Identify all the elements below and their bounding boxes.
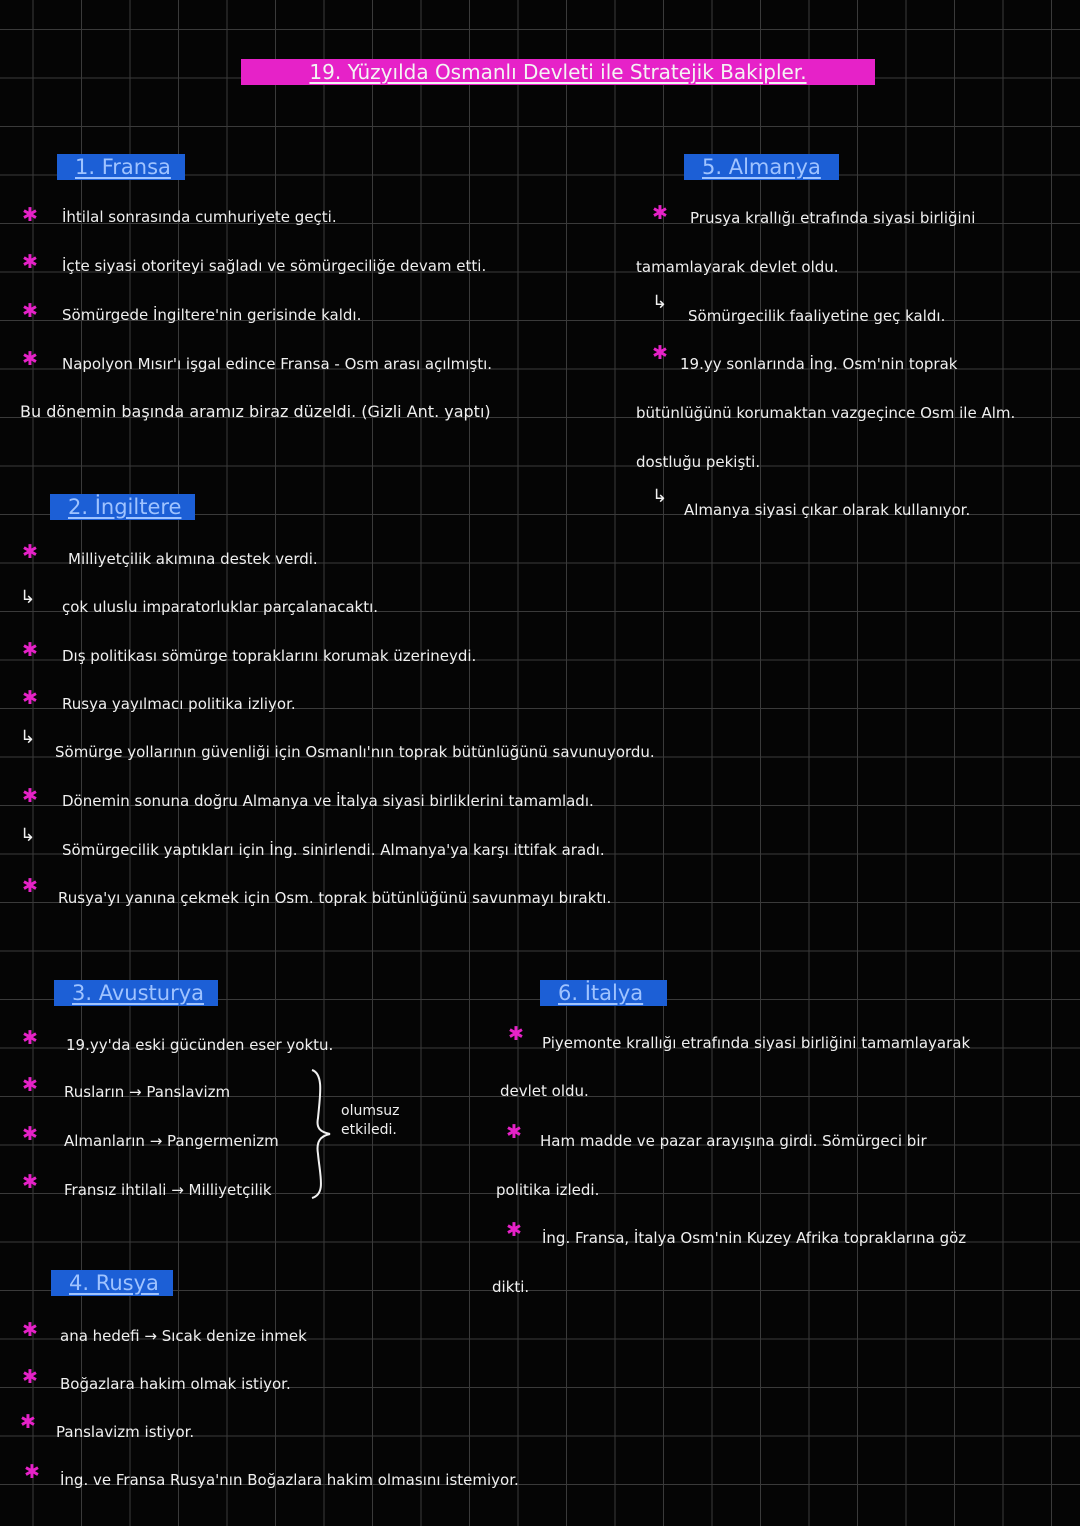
sub-arrow-icon: ↳: [652, 292, 668, 313]
rusya-line-1: ana hedefi → Sıcak denize inmek: [60, 1327, 307, 1345]
rusya-line-4: İng. ve Fransa Rusya'nın Boğazlara hakim olmasını istemiyor.: [60, 1471, 519, 1489]
bullet-star-icon: ✱: [22, 875, 38, 897]
bullet-star-icon: ✱: [22, 687, 38, 709]
italya-line-2: devlet oldu.: [500, 1082, 589, 1100]
bullet-star-icon: ✱: [652, 202, 668, 224]
ingiltere-line-2: çok uluslu imparatorluklar parçalanacaktı.: [62, 598, 379, 616]
bullet-star-icon: ✱: [22, 1366, 38, 1388]
avusturya-line-1: 19.yy'da eski gücünden eser yoktu.: [66, 1036, 334, 1054]
heading-ingiltere: 2. İngiltere: [50, 494, 195, 520]
page-title: 19. Yüzyılda Osmanlı Devleti ile Stratejik Bakipler.: [241, 59, 875, 85]
ingiltere-line-8: Rusya'yı yanına çekmek için Osm. toprak bütünlüğünü savunmayı bıraktı.: [58, 889, 612, 907]
bullet-star-icon: ✱: [20, 1411, 36, 1433]
almanya-line-3: Sömürgecilik faaliyetine geç kaldı.: [688, 307, 946, 325]
rusya-line-3: Panslavizm istiyor.: [56, 1423, 195, 1441]
fransa-line-1: İhtilal sonrasında cumhuriyete geçti.: [62, 208, 337, 226]
sub-arrow-icon: ↳: [652, 486, 668, 507]
bullet-star-icon: ✱: [22, 300, 38, 322]
fransa-line-5: Bu dönemin başında aramız biraz düzeldi. (Gizli Ant. yaptı): [20, 402, 491, 421]
sub-arrow-icon: ↳: [20, 727, 36, 748]
ingiltere-line-4: Rusya yayılmacı politika izliyor.: [62, 695, 296, 713]
ingiltere-line-1: Milliyetçilik akımına destek verdi.: [68, 550, 318, 568]
bullet-star-icon: ✱: [22, 204, 38, 226]
heading-almanya: 5. Almanya: [684, 154, 839, 180]
bullet-star-icon: ✱: [508, 1023, 524, 1045]
heading-fransa: 1. Fransa: [57, 154, 185, 180]
avusturya-line-3: Almanların → Pangermenizm: [64, 1132, 279, 1150]
italya-line-1: Piyemonte krallığı etrafında siyasi birliğini tamamlayarak: [542, 1034, 971, 1052]
bullet-star-icon: ✱: [22, 1123, 38, 1145]
almanya-line-1: Prusya krallığı etrafında siyasi birliğini: [690, 209, 976, 227]
bullet-star-icon: ✱: [652, 342, 668, 364]
italya-line-4: politika izledi.: [496, 1181, 600, 1199]
sub-arrow-icon: ↳: [20, 825, 36, 846]
bullet-star-icon: ✱: [22, 251, 38, 273]
almanya-line-2: tamamlayarak devlet oldu.: [636, 258, 839, 276]
brace-note: olumsuz etkiledi.: [341, 1103, 400, 1138]
ingiltere-line-5: Sömürge yollarının güvenliği için Osmanlı'nın toprak bütünlüğünü savunuyordu.: [55, 743, 655, 761]
rusya-line-2: Boğazlara hakim olmak istiyor.: [60, 1375, 291, 1393]
ingiltere-line-3: Dış politikası sömürge topraklarını korumak üzerineydi.: [62, 647, 477, 665]
bullet-star-icon: ✱: [22, 1027, 38, 1049]
italya-line-5: İng. Fransa, İtalya Osm'nin Kuzey Afrika topraklarına göz: [542, 1229, 967, 1247]
bullet-star-icon: ✱: [22, 1319, 38, 1341]
bullet-star-icon: ✱: [506, 1219, 522, 1241]
heading-avusturya: 3. Avusturya: [54, 980, 218, 1006]
bullet-star-icon: ✱: [22, 1171, 38, 1193]
curly-brace-icon: [300, 1066, 336, 1202]
almanya-line-4: 19.yy sonlarında İng. Osm'nin toprak: [680, 355, 958, 373]
italya-line-6: dikti.: [492, 1278, 530, 1296]
fransa-line-4: Napolyon Mısır'ı işgal edince Fransa - Osm arası açılmıştı.: [62, 355, 493, 373]
sub-arrow-icon: ↳: [20, 587, 36, 608]
almanya-line-7: Almanya siyasi çıkar olarak kullanıyor.: [684, 501, 971, 519]
bullet-star-icon: ✱: [22, 785, 38, 807]
fransa-line-3: Sömürgede İngiltere'nin gerisinde kaldı.: [62, 306, 362, 324]
bullet-star-icon: ✱: [22, 541, 38, 563]
almanya-line-6: dostluğu pekişti.: [636, 453, 761, 471]
avusturya-line-2: Rusların → Panslavizm: [64, 1083, 231, 1101]
avusturya-line-4: Fransız ihtilali → Milliyetçilik: [64, 1181, 272, 1199]
bullet-star-icon: ✱: [506, 1121, 522, 1143]
heading-italya: 6. İtalya: [540, 980, 667, 1006]
heading-rusya: 4. Rusya: [51, 1270, 173, 1296]
bullet-star-icon: ✱: [22, 1074, 38, 1096]
italya-line-3: Ham madde ve pazar arayışına girdi. Sömürgeci bir: [540, 1132, 927, 1150]
ingiltere-line-7: Sömürgecilik yaptıkları için İng. sinirlendi. Almanya'ya karşı ittifak aradı.: [62, 841, 605, 859]
bullet-star-icon: ✱: [22, 639, 38, 661]
fransa-line-2: İçte siyasi otoriteyi sağladı ve sömürgeciliğe devam etti.: [62, 257, 487, 275]
almanya-line-5: bütünlüğünü korumaktan vazgeçince Osm ile Alm.: [636, 404, 1016, 422]
bullet-star-icon: ✱: [22, 348, 38, 370]
bullet-star-icon: ✱: [24, 1461, 40, 1483]
ingiltere-line-6: Dönemin sonuna doğru Almanya ve İtalya siyasi birliklerini tamamladı.: [62, 792, 594, 810]
